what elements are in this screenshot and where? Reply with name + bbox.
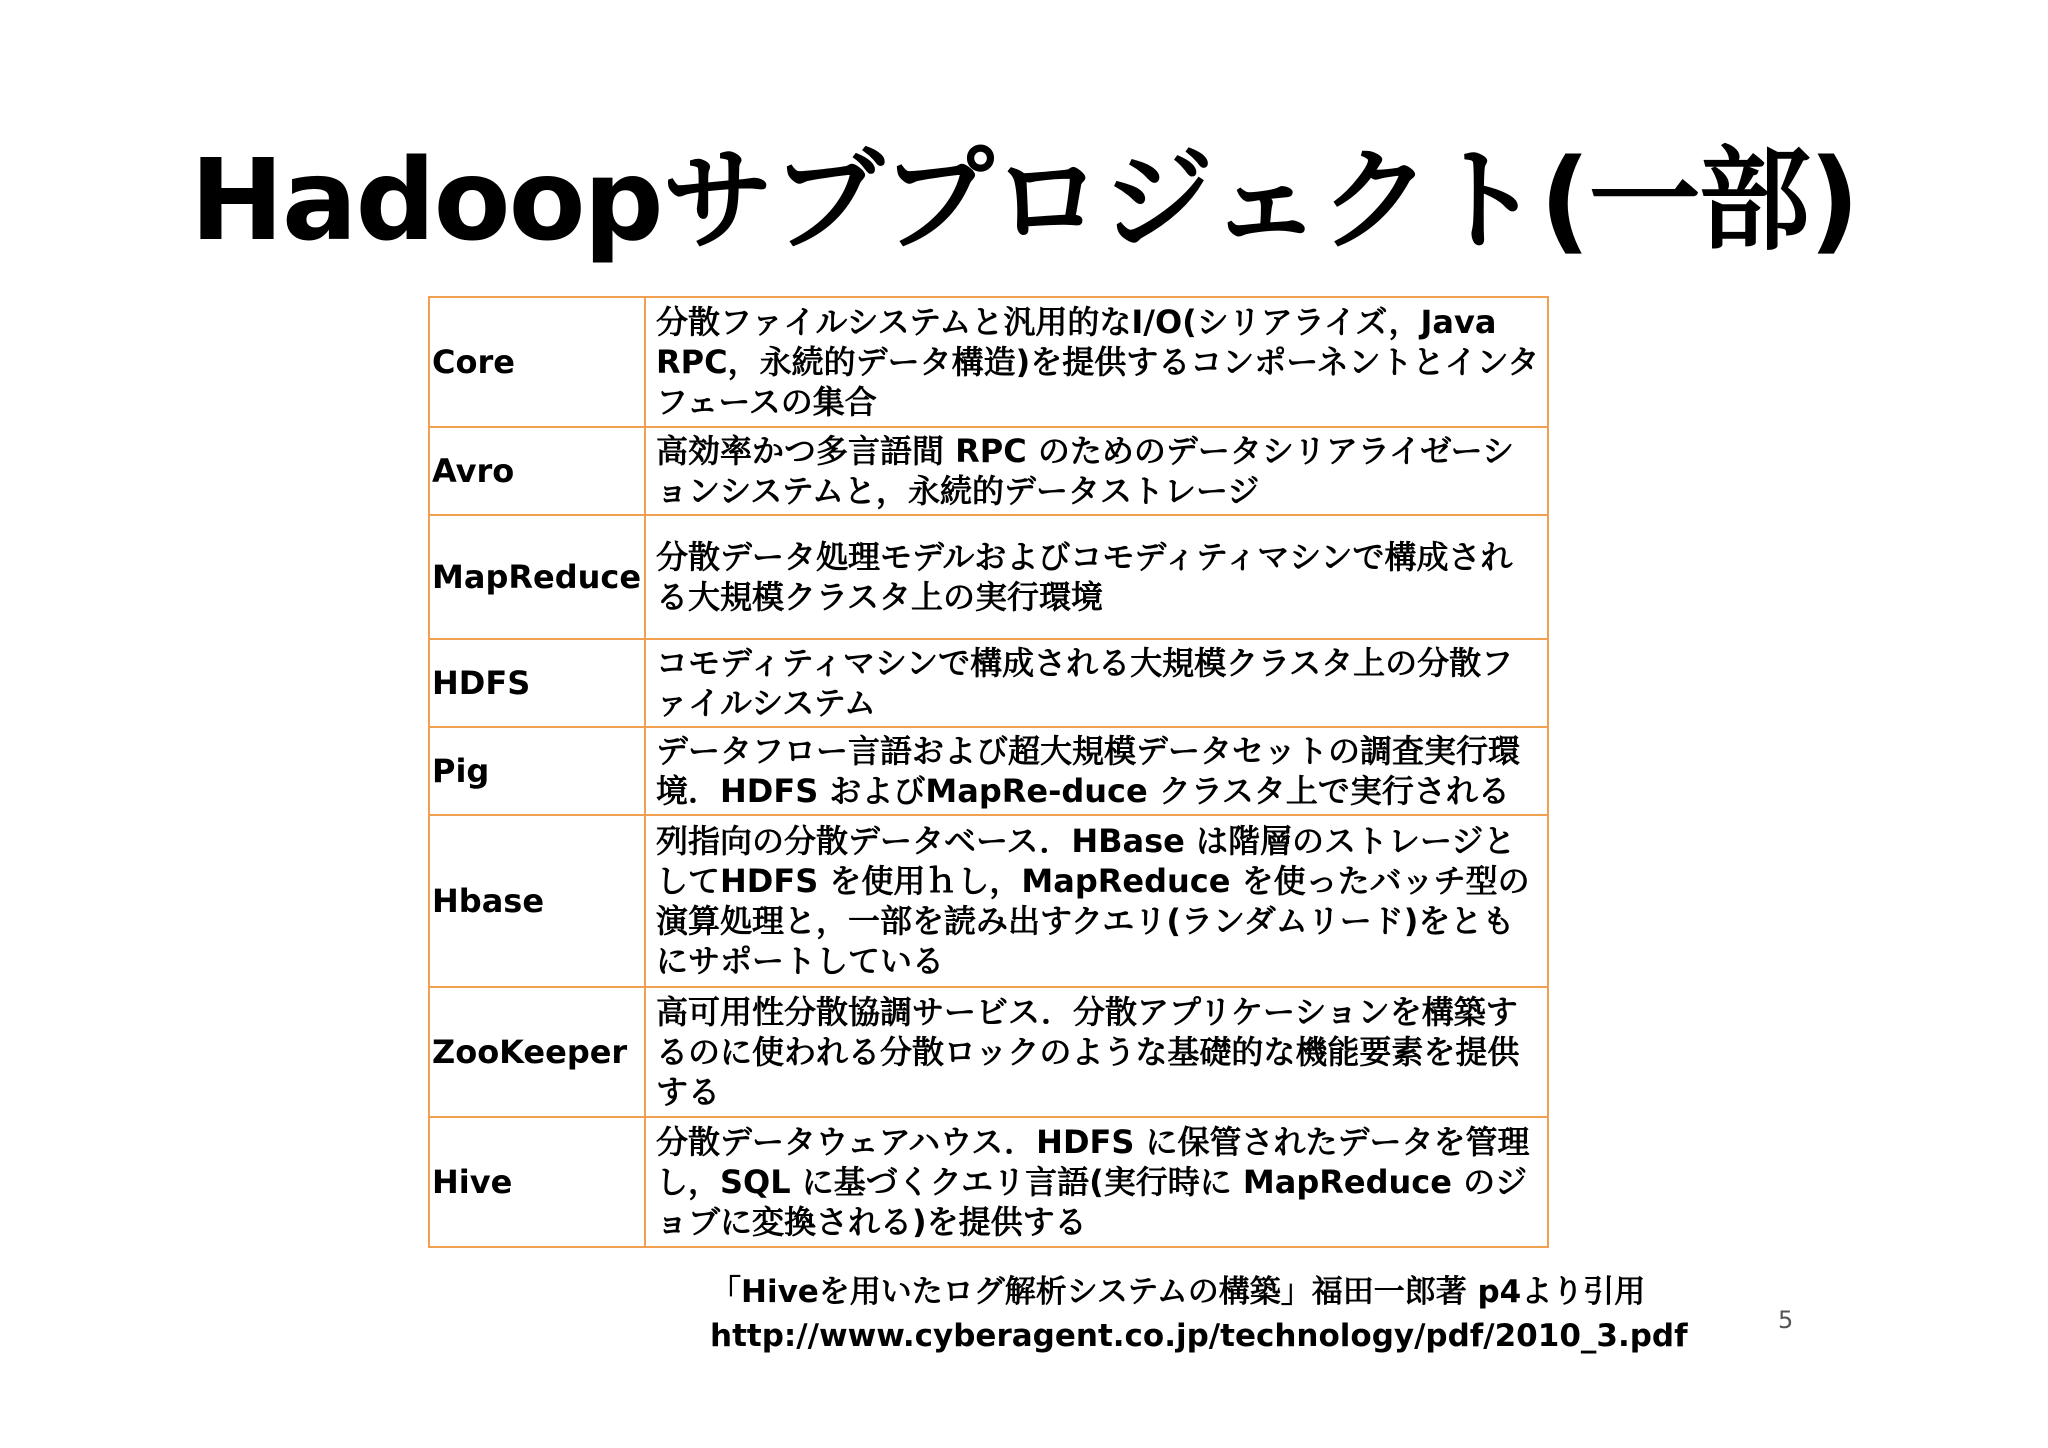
table-row (429, 515, 1548, 639)
project-description: コモディティマシンで構成される大規模クラスタ上の分散ファイルシステム (645, 639, 1548, 727)
project-name: Hive (429, 1117, 645, 1247)
project-description: 分散データウェアハウス．HDFS に保管されたデータを管理し，SQL に基づくクエリ言語(実行時に MapReduce のジョブに変換される)を提供する (645, 1117, 1548, 1247)
table-row (429, 297, 1548, 427)
table-row (429, 815, 1548, 987)
subproject-table (428, 296, 1549, 1248)
project-description: 分散データ処理モデルおよびコモディティマシンで構成される大規模クラスタ上の実行環境 (645, 515, 1548, 639)
project-name: Hbase (429, 815, 645, 987)
citation-source: 「Hiveを用いたログ解析システムの構築」福田一郎著 p4より引用 (710, 1274, 1646, 1310)
project-description: 列指向の分散データベース．HBase は階層のストレージとしてHDFS を使用ｈし，MapReduce を使ったバッチ型の演算処理と，一部を読み出すクエリ(ランダムリード)をともにサポートしている (645, 815, 1548, 987)
citation-url: http://www.cyberagent.co.jp/technology/pdf/2010_3.pdf (710, 1318, 1688, 1354)
project-description: 高効率かつ多言語間 RPC のためのデータシリアライゼーションシステムと，永続的データストレージ (645, 427, 1548, 515)
project-name: Core (429, 297, 645, 427)
table-row (429, 427, 1548, 515)
table-row (429, 987, 1548, 1117)
project-name: Pig (429, 727, 645, 815)
citation (710, 1270, 1688, 1358)
project-description: データフロー言語および超大規模データセットの調査実行環境．HDFS およびMapRe-duce クラスタ上で実行される (645, 727, 1548, 815)
table-row (429, 1117, 1548, 1247)
project-name: HDFS (429, 639, 645, 727)
project-description: 分散ファイルシステムと汎用的なI/O(シリアライズ，Java RPC，永続的データ構造)を提供するコンポーネントとインタフェースの集合 (645, 297, 1548, 427)
project-name: Avro (429, 427, 645, 515)
page-number: 5 (1778, 1306, 1794, 1334)
project-name: MapReduce (429, 515, 645, 639)
project-description: 高可用性分散協調サービス．分散アプリケーションを構築するのに使われる分散ロックのような基礎的な機能要素を提供する (645, 987, 1548, 1117)
table-row (429, 727, 1548, 815)
slide-title: Hadoopサブプロジェクト(一部) (190, 136, 1858, 266)
project-name: ZooKeeper (429, 987, 645, 1117)
table-row (429, 639, 1548, 727)
